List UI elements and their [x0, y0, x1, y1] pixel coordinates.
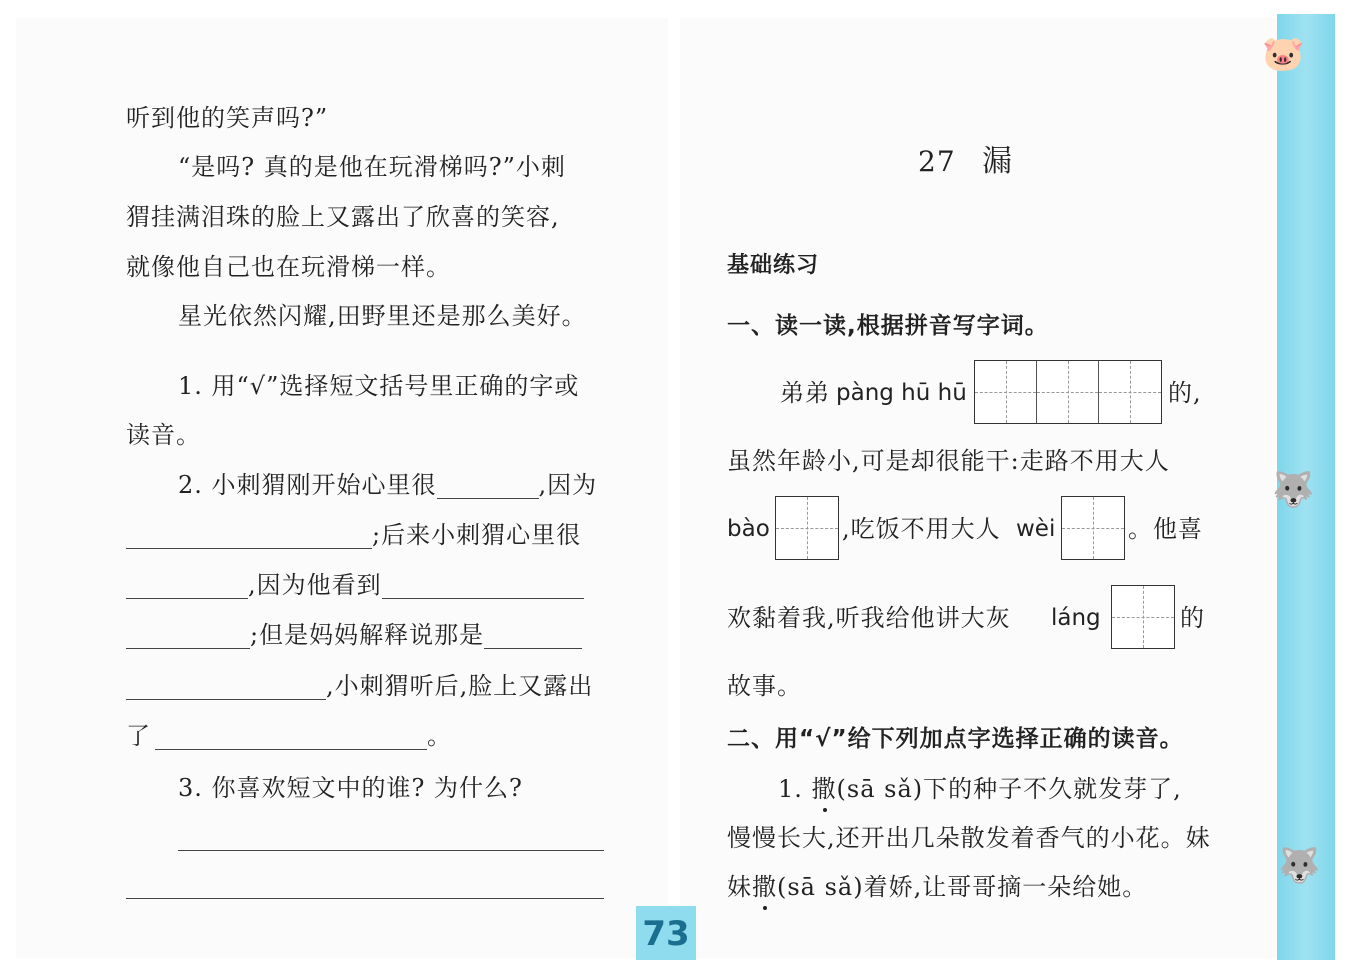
writing-cell[interactable]: [776, 497, 838, 559]
pinyin: láng: [1051, 605, 1101, 631]
part-1-line-4-post: 的: [1180, 604, 1205, 632]
question-2-line-a: [178, 471, 597, 499]
question-2-line-f: [126, 722, 452, 750]
question-2-line-e: [126, 672, 593, 700]
dotted-character: 撒: [811, 775, 837, 803]
story-line-3: 猬挂满泪珠的脸上又露出了欣喜的笑容,: [126, 203, 560, 231]
writing-grid[interactable]: [974, 360, 1162, 424]
sentence-text: (sā sǎ)下的种子不久就发芽了,: [836, 775, 1182, 803]
part-2-line-1: [778, 775, 1182, 803]
story-line-4: 就像他自己也在玩滑梯一样。: [126, 253, 451, 281]
answer-blank[interactable]: [437, 476, 539, 499]
pinyin: bào: [727, 516, 770, 542]
answer-blank[interactable]: [126, 526, 372, 549]
answer-blank[interactable]: [155, 727, 427, 750]
question-2-text: ;后来小刺猬心里很: [372, 521, 582, 549]
answer-blank[interactable]: [484, 626, 582, 649]
part-1-line-2: 虽然年龄小,可是却很能干:走路不用大人: [727, 447, 1170, 475]
writing-cell[interactable]: [1062, 497, 1124, 559]
writing-cell[interactable]: [1099, 361, 1161, 423]
story-line-1: 听到他的笑声吗?”: [126, 104, 329, 132]
wolf-mascot-icon: 🐺: [1272, 470, 1315, 510]
answer-blank[interactable]: [382, 576, 584, 599]
page-number: 73: [636, 906, 696, 960]
sentence-text: 妹: [727, 873, 752, 901]
question-2-text: ,因为他看到: [248, 571, 382, 599]
writing-grid[interactable]: [1061, 496, 1125, 560]
question-2-line-c: [126, 571, 584, 599]
pinyin: wèi: [1016, 516, 1056, 542]
wolf-mascot-icon: 🐺: [1278, 846, 1321, 886]
writing-cell[interactable]: [1112, 586, 1174, 648]
question-2-text: ,因为: [538, 471, 598, 499]
part-1-line-1-pre: 弟弟: [780, 379, 830, 407]
answer-line[interactable]: [178, 850, 604, 851]
part-2-line-3: [727, 873, 1147, 901]
writing-grid[interactable]: [775, 496, 839, 560]
right-page: [680, 18, 1280, 958]
question-2-text: 了: [126, 722, 151, 750]
answer-line[interactable]: [126, 898, 604, 899]
pig-mascot-icon: 🐷: [1262, 34, 1305, 74]
item-number: 1.: [778, 775, 812, 803]
question-2-text: 2. 小刺猬刚开始心里很: [178, 471, 437, 499]
part-1-line-5: 故事。: [727, 672, 802, 700]
writing-grid[interactable]: [1111, 585, 1175, 649]
question-3: 3. 你喜欢短文中的谁? 为什么?: [178, 774, 523, 802]
sentence-text: (sā sǎ)着娇,让哥哥摘一朵给她。: [777, 873, 1148, 901]
lesson-title: 漏: [982, 144, 1013, 179]
part-1-title: 一、读一读,根据拼音写字词。: [727, 313, 1049, 339]
story-line-5: 星光依然闪耀,田野里还是那么美好。: [178, 302, 587, 330]
question-2-line-b: [126, 521, 581, 549]
question-1-line-a: 1. 用“√”选择短文括号里正确的字或: [178, 372, 580, 400]
question-2-text: ,小刺猬听后,脸上又露出: [326, 672, 594, 700]
question-2-text: ;但是妈妈解释说那是: [250, 621, 485, 649]
part-1-line-3-mid: ,吃饭不用大人: [842, 515, 1001, 543]
question-2-text: 。: [427, 722, 452, 750]
answer-blank[interactable]: [126, 576, 248, 599]
part-1-line-3-post: 。他喜: [1128, 515, 1203, 543]
part-1-line-4-pre: 欢黏着我,听我给他讲大灰: [727, 604, 1011, 632]
part-2-line-2: 慢慢长大,还开出几朵散发着香气的小花。妹: [727, 824, 1211, 852]
writing-cell[interactable]: [1037, 361, 1099, 423]
answer-blank[interactable]: [126, 677, 326, 700]
lesson-number: 27: [918, 145, 956, 178]
part-2-title: 二、用“√”给下列加点字选择正确的读音。: [727, 726, 1184, 752]
question-2-line-d: [126, 621, 582, 649]
answer-blank[interactable]: [126, 626, 250, 649]
dotted-character: 撒: [752, 873, 777, 901]
question-1-line-b: 读音。: [126, 421, 201, 449]
pinyin: pàng hū hū: [836, 380, 967, 406]
part-1-line-1-post: 的,: [1168, 379, 1202, 407]
story-line-2: “是吗? 真的是他在玩滑梯吗?”小刺: [178, 153, 566, 181]
section-heading: 基础练习: [727, 253, 820, 278]
writing-cell[interactable]: [975, 361, 1037, 423]
